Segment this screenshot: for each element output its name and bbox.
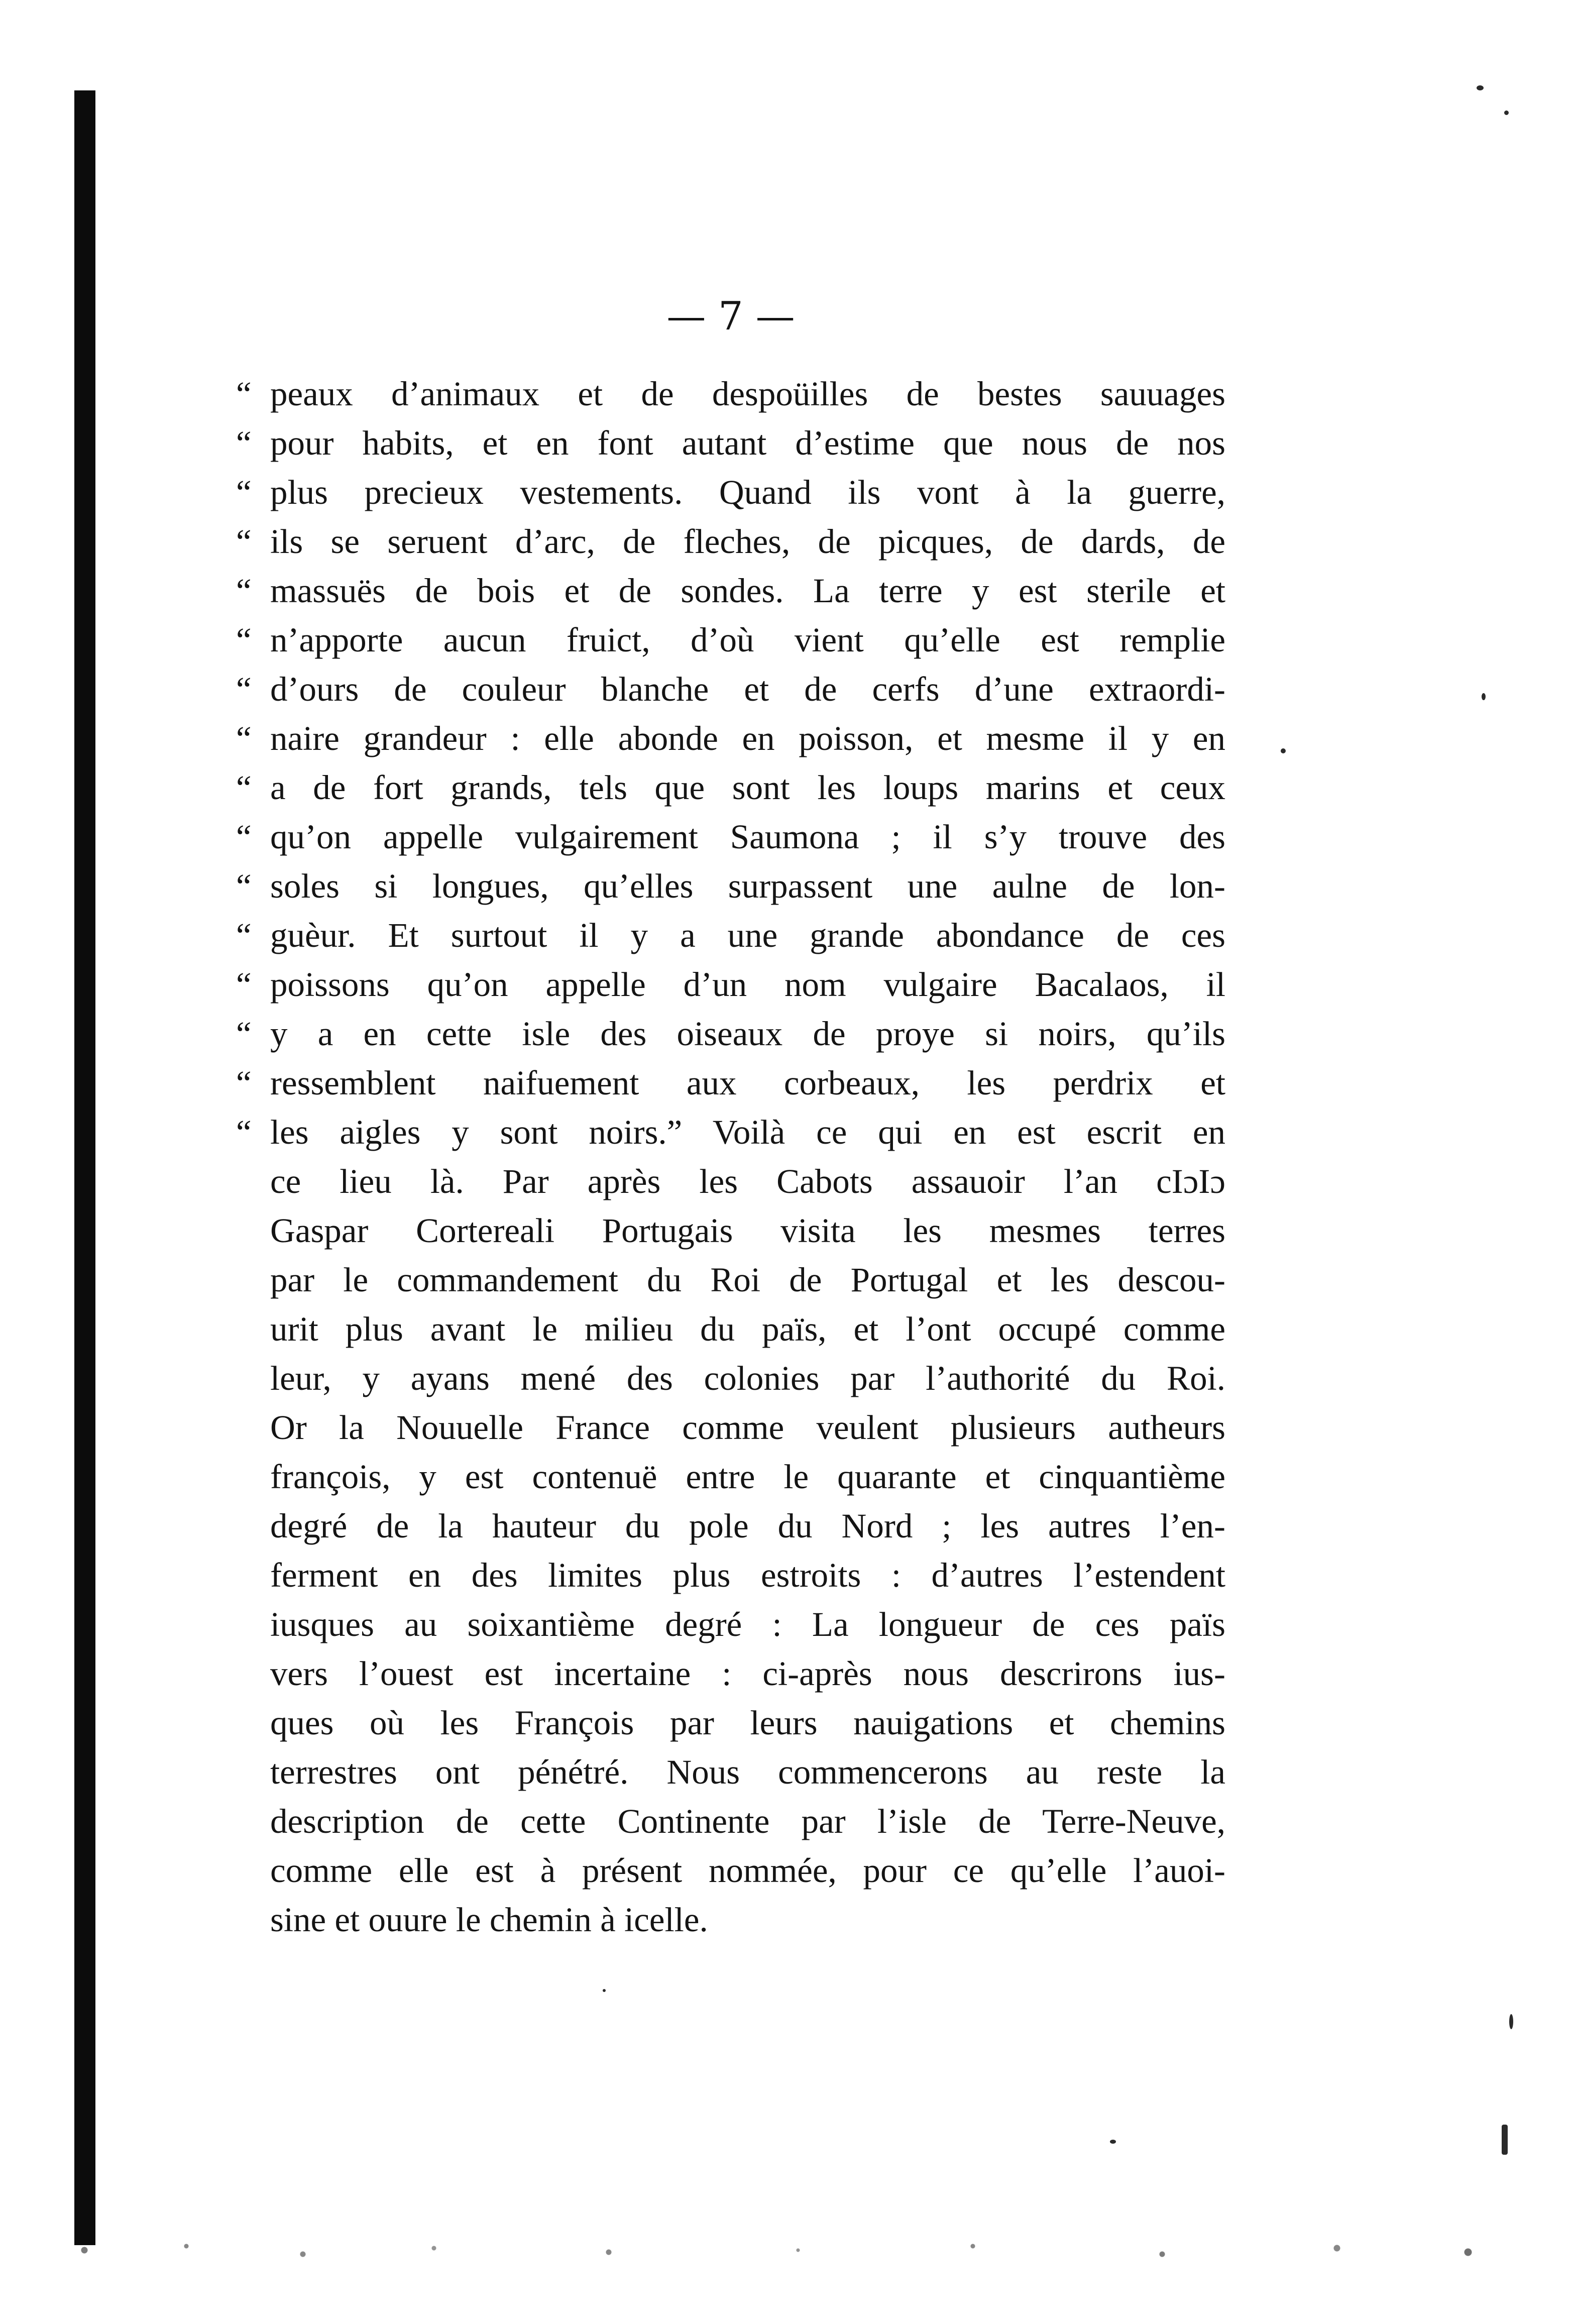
text-line — [236, 1698, 1225, 1747]
scan-speck — [1502, 2125, 1508, 2155]
line-text: y a en cette isle des oiseaux de proye si noirs, qu’ils — [270, 1015, 1225, 1053]
quote-mark — [236, 1255, 270, 1304]
scan-speck — [1504, 110, 1509, 115]
text-line — [236, 1206, 1225, 1255]
line-text: pour habits, et en font autant d’estime que nous de nos — [270, 424, 1225, 462]
quote-mark: “ — [236, 916, 252, 954]
text-line — [236, 1255, 1225, 1304]
text-line — [236, 1747, 1225, 1797]
text-line — [236, 517, 1225, 566]
quote-mark: “ — [236, 621, 252, 659]
quote-mark — [236, 1354, 270, 1403]
text-line — [236, 960, 1225, 1009]
quote-mark — [236, 1452, 270, 1501]
line-text: comme elle est à présent nommée, pour ce qu’elle l’auoi- — [270, 1851, 1225, 1890]
scan-speck — [1509, 2014, 1513, 2029]
text-line — [236, 1452, 1225, 1501]
quote-mark — [236, 1304, 270, 1354]
quote-mark: “ — [236, 375, 252, 413]
quote-mark — [236, 1698, 270, 1747]
line-text: poissons qu’on appelle d’un nom vulgaire Bacalaos, il — [270, 965, 1225, 1004]
line-text: ils se seruent d’arc, de fleches, de picques, de dards, de — [270, 522, 1225, 561]
quote-mark — [236, 1501, 270, 1551]
quote-mark: “ — [236, 818, 252, 856]
quote-mark: “ — [236, 572, 252, 610]
line-text: sine et ouure le chemin à icelle. — [270, 1901, 708, 1939]
quote-mark: “ — [236, 1064, 252, 1102]
line-text: degré de la hauteur du pole du Nord ; les autres l’en- — [270, 1507, 1225, 1545]
scan-speck — [1110, 2140, 1116, 2144]
text-line — [236, 1108, 1225, 1157]
text-line — [236, 1009, 1225, 1058]
scan-noise-strip — [55, 2230, 1512, 2270]
quote-mark: “ — [236, 522, 252, 561]
scan-speck — [1281, 748, 1286, 753]
quote-mark — [236, 1895, 270, 1944]
line-text: terrestres ont pénétré. Nous commencerons au reste la — [270, 1753, 1225, 1791]
line-text: soles si longues, qu’elles surpassent une aulne de lon- — [270, 867, 1225, 905]
quote-mark — [236, 1600, 270, 1649]
line-text: peaux d’animaux et de despoüilles de bestes sauuages — [270, 375, 1225, 413]
text-line — [236, 1846, 1225, 1895]
line-text: plus precieux vestements. Quand ils vont à la guerre, — [270, 473, 1225, 511]
line-text: naire grandeur : elle abonde en poisson, et mesme il y en — [270, 719, 1225, 757]
quote-mark: “ — [236, 768, 252, 807]
text-line — [236, 566, 1225, 615]
line-text: par le commandement du Roi de Portugal et les descou- — [270, 1261, 1225, 1299]
text-line — [236, 468, 1225, 517]
line-text: d’ours de couleur blanche et de cerfs d’une extraordi- — [270, 670, 1225, 708]
binding-edge — [74, 90, 95, 2245]
text-line — [236, 1501, 1225, 1551]
text-line — [236, 1895, 1225, 1944]
line-text: guèur. Et surtout il y a une grande abondance de ces — [270, 916, 1225, 954]
text-line — [236, 714, 1225, 763]
text-line — [236, 1551, 1225, 1600]
quote-mark: “ — [236, 1113, 252, 1151]
line-text: leur, y ayans mené des colonies par l’authorité du Roi. — [270, 1359, 1225, 1397]
body-text — [236, 369, 1225, 1944]
text-line — [236, 1797, 1225, 1846]
quote-mark — [236, 1403, 270, 1452]
line-text: urit plus avant le milieu du païs, et l’ont occupé comme — [270, 1310, 1225, 1348]
scan-speck — [1477, 85, 1484, 90]
text-line — [236, 369, 1225, 418]
text-line — [236, 1157, 1225, 1206]
quote-mark — [236, 1797, 270, 1846]
text-line — [236, 911, 1225, 960]
line-text: les aigles y sont noirs.” Voilà ce qui en est escrit en — [270, 1113, 1225, 1151]
line-text: Gaspar Cortereali Portugais visita les mesmes terres — [270, 1211, 1225, 1250]
line-text: ferment en des limites plus estroits : d’autres l’estendent — [270, 1556, 1225, 1594]
quote-mark: “ — [236, 1015, 252, 1053]
text-line — [236, 665, 1225, 714]
quote-mark: “ — [236, 965, 252, 1004]
quote-mark: “ — [236, 719, 252, 757]
text-line — [236, 1304, 1225, 1354]
quote-mark — [236, 1846, 270, 1895]
text-line — [236, 418, 1225, 468]
quote-mark: “ — [236, 473, 252, 511]
quote-mark: “ — [236, 670, 252, 708]
text-line — [236, 1354, 1225, 1403]
line-text: massuës de bois et de sondes. La terre y est sterile et — [270, 572, 1225, 610]
text-line — [236, 763, 1225, 812]
text-line — [236, 1600, 1225, 1649]
text-line — [236, 861, 1225, 911]
text-line — [236, 1058, 1225, 1108]
scan-speck — [1482, 693, 1486, 700]
quote-mark — [236, 1157, 270, 1206]
line-text: description de cette Continente par l’isle de Terre-Neuve, — [270, 1802, 1225, 1840]
line-text: qu’on appelle vulgairement Saumona ; il s’y trouve des — [270, 818, 1225, 856]
quote-mark — [236, 1649, 270, 1698]
quote-mark — [236, 1551, 270, 1600]
line-text: vers l’ouest est incertaine : ci-après nous descrirons ius- — [270, 1654, 1225, 1693]
quote-mark: “ — [236, 867, 252, 905]
scan-speck — [603, 1989, 606, 1992]
page-number: — 7 — — [666, 294, 795, 339]
text-line — [236, 1403, 1225, 1452]
text-line — [236, 1649, 1225, 1698]
line-text: a de fort grands, tels que sont les loups marins et ceux — [270, 768, 1225, 807]
quote-mark — [236, 1206, 270, 1255]
text-line — [236, 615, 1225, 665]
text-line — [236, 812, 1225, 861]
line-text: françois, y est contenuë entre le quarante et cinquantième — [270, 1458, 1225, 1496]
line-text: ressemblent naifuement aux corbeaux, les perdrix et — [270, 1064, 1225, 1102]
quote-mark: “ — [236, 424, 252, 462]
line-text: n’apporte aucun fruict, d’où vient qu’elle est remplie — [270, 621, 1225, 659]
line-text: iusques au soixantième degré : La longueur de ces païs — [270, 1605, 1225, 1643]
line-text: ques où les François par leurs nauigations et chemins — [270, 1704, 1225, 1742]
line-text: Or la Nouuelle France comme veulent plusieurs autheurs — [270, 1408, 1225, 1447]
line-text: ce lieu là. Par après les Cabots assauoir l’an cIɔIɔ — [270, 1162, 1225, 1200]
quote-mark — [236, 1747, 270, 1797]
